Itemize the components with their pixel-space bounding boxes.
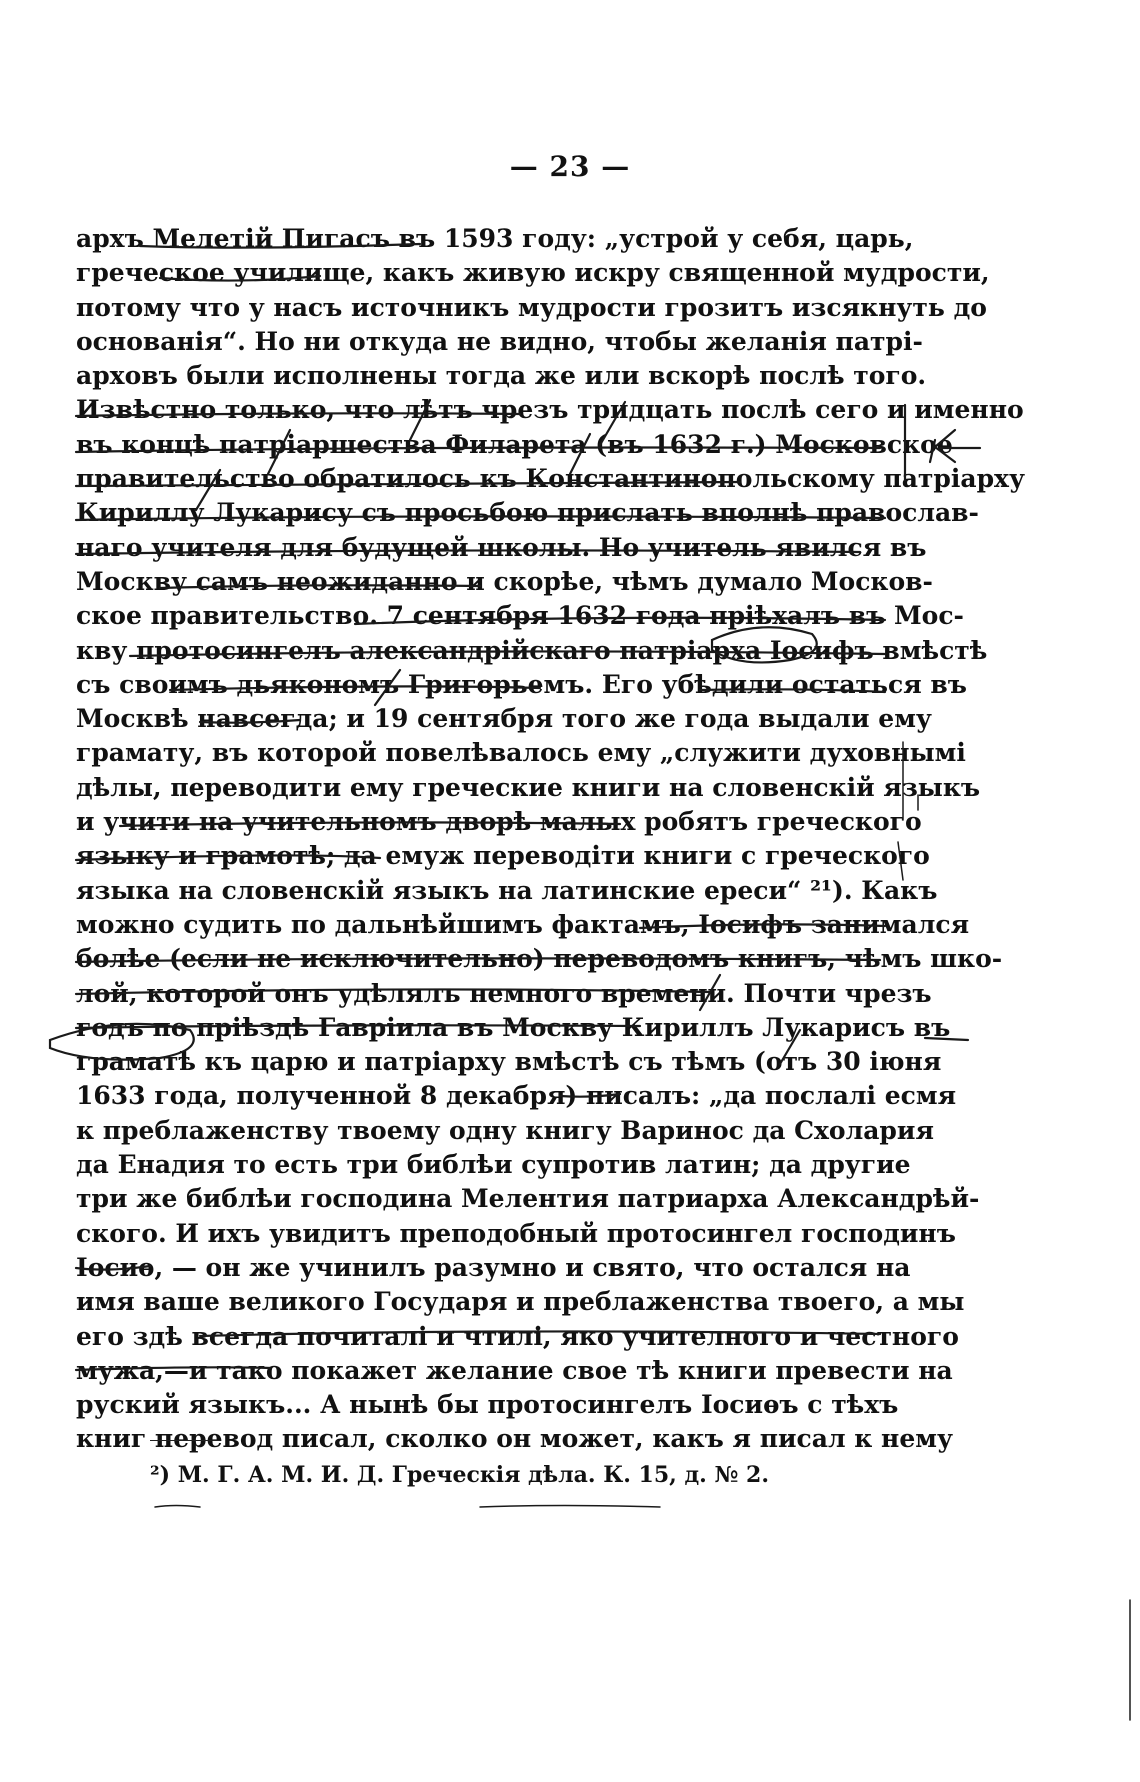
text-line: годъ по пріѣздѣ Гавріила въ Москву Кириллъ Лукарисъ въ (76, 1012, 951, 1042)
text-line: потому что у насъ источникъ мудрости грозитъ изсякнуть до (76, 292, 987, 322)
text-line: граматѣ къ царю и патріарху вмѣстѣ съ тѣмъ (отъ 30 іюня (76, 1047, 942, 1077)
text-line: въ концѣ патріаршества Филарета (въ 1632 г.) Московское (76, 429, 953, 459)
margin-mark (480, 1506, 660, 1508)
text-line: греческое училище, какъ живую искру священной мудрости, (76, 258, 990, 288)
text-line: лой, которой онъ удѣлялъ немного времени. Почти чрезъ (76, 978, 932, 1008)
text-line: его здѣ всегда почиталі и чтилі, яко учителного и честного (76, 1321, 959, 1351)
page-number: — 23 — (509, 150, 631, 183)
footnote: ²) М. Г. А. М. И. Д. Греческія дѣла. К. 15, д. № 2. (150, 1462, 769, 1488)
text-line: можно судить по дальнѣйшимъ фактамъ, Іосифъ занимался (76, 909, 970, 939)
text-line: съ своимъ дьякономъ Григорьемъ. Его убѣдили остаться въ (76, 669, 967, 699)
text-line: арховъ были исполнены тогда же или вскорѣ послѣ того. (76, 361, 927, 391)
text-line: архъ Мелетій Пигасъ въ 1593 году: „устрой у себя, царь, (76, 224, 914, 253)
text-line: ское правительство. 7 сентября 1632 года пріѣхалъ въ Мос- (76, 601, 964, 631)
text-line: кву протосингелъ александрійскаго патріарха Іосифъ вмѣстѣ (76, 635, 988, 665)
text-line: основанія“. Но ни откуда не видно, чтобы желанія патрі- (76, 326, 923, 356)
text-line: Іосиѳ, — он же учинилъ разумно и свято, что остался на (76, 1252, 911, 1282)
text-line: дѣлы, переводити ему греческие книги на словенскій языкъ (76, 772, 981, 802)
text-line: языка на словенскій языкъ на латинские ереси“ ²¹). Какъ (76, 875, 938, 905)
text-line: 1633 года, полученной 8 декабря) писалъ: „да послалі есмя (76, 1081, 957, 1111)
text-line: Кириллу Лукарису съ просьбою прислать вполнѣ православ- (76, 498, 979, 528)
text-line: книг перевод писал, сколко он может, какъ я писал к нему (76, 1424, 953, 1454)
text-line: болѣе (если не исключительно) переводомъ книгъ, чѣмъ шко- (76, 944, 1003, 974)
text-line: руский языкъ... А нынѣ бы протосингелъ Іосиѳъ с тѣхъ (76, 1390, 899, 1420)
text-line: Москву самъ неожиданно и скорѣе, чѣмъ думало Москов- (76, 566, 933, 596)
text-line: мужа,—и тако покажет желание свое тѣ книги превести на (76, 1355, 953, 1385)
text-line: ского. И ихъ увидитъ преподобный протосингел господинъ (76, 1218, 956, 1248)
text-line: наго учителя для будущей школы. Но учитель явился въ (76, 532, 927, 562)
text-line: грамату, въ которой повелѣвалось ему „служити духовнымі (76, 738, 966, 768)
text-line: три же библѣи господина Мелентия патриарха Александрѣй- (76, 1184, 980, 1214)
text-line: к преблаженству твоему одну книгу Варинос да Схолария (76, 1115, 934, 1145)
text-line: и учити на учительномъ дворѣ малых робятъ греческого (76, 807, 922, 837)
text-line: да Енадия то есть три библѣи супротив латин; да другие (76, 1150, 911, 1180)
body-text (76, 222, 1025, 1457)
text-line: языку и грамотѣ; да емуж переводіти книги с греческого (76, 841, 930, 871)
footnote-rule (150, 1440, 220, 1441)
text-line: имя ваше великого Государя и преблаженства твоего, а мы (76, 1287, 965, 1317)
text-line: Извѣстно только, что лѣтъ чрезъ тридцать послѣ сего и именно (76, 395, 1024, 425)
text-line: Москвѣ навсегда; и 19 сентября того же года выдали ему (76, 704, 932, 734)
margin-mark (155, 1506, 200, 1508)
text-line: правительство обратилось къ Константинопольскому патріарху (76, 464, 1025, 494)
